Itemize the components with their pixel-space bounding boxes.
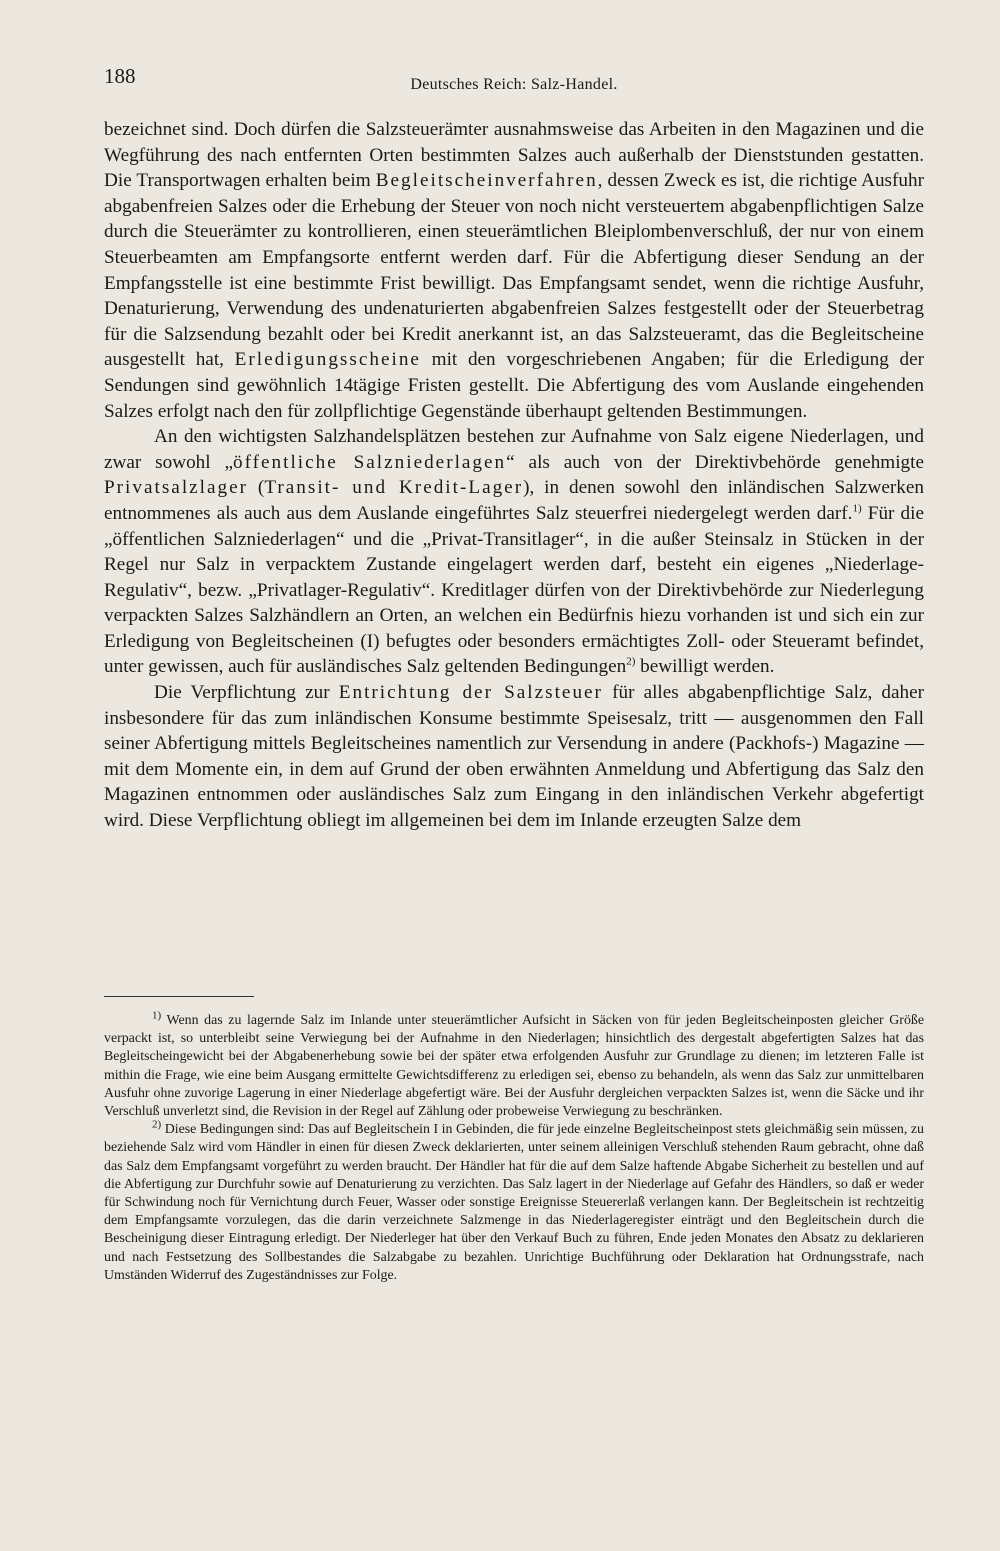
paragraph-verpflichtung — [104, 680, 924, 834]
footnote-ref-2: 2) — [626, 656, 636, 669]
footnotes — [104, 1009, 924, 1285]
footnote-marker: 1) — [152, 1009, 162, 1022]
text-run: bewilligt werden. — [635, 656, 775, 678]
text-run: bezeichnet sind. Doch dürfen die Salzsteuerämter ausnahmsweise das Arbeiten in den Magazinen und die Wegführung des nach entfernten Orten bestimmten Salzes auch außerhalb der Dienststunden gestatten. Die Transportwagen erhalten beim — [104, 119, 924, 192]
text-run: mit den vorgeschriebenen Angaben; für die Erledigung der Sendungen sind gewöhnlich 14tägige Fristen gestellt. Die Abfertigung des vom Auslande eingehenden Salzes erfolgt nach den für zollpflichtige Gegenstände überhaupt geltenden Bestimmungen. — [104, 349, 925, 422]
footnote-1 — [104, 1009, 924, 1121]
running-head: Deutsches Reich: Salz-Handel. — [410, 76, 618, 93]
text-run: ), in denen sowohl den inländischen Salzwerken entnommenes als auch aus dem Auslande eingeführtes Salz steuerfrei niedergelegt werden darf. — [104, 477, 925, 524]
emphasized-term: Privatsalzlager — [104, 477, 249, 499]
text-run: An den wichtigsten Salzhandelsplätzen bestehen zur Aufnahme von Salz eigene Niederlagen, und zwar sowohl „ — [104, 426, 924, 473]
text-run: Die Verpflichtung zur — [154, 682, 339, 704]
footnote-2 — [104, 1118, 924, 1285]
emphasized-term: Transit- und Kredit-Lager — [264, 477, 524, 499]
emphasized-term: Begleitscheinverfahren — [375, 170, 598, 192]
paragraph-transport — [104, 117, 924, 424]
page-header — [104, 64, 924, 94]
text-run: , dessen Zweck es ist, die richtige Ausfuhr abgabenfreien Salzes oder die Erhebung der Steuer von noch nicht versteuertem abgabenpflichtigen Salze durch die Steuerämter zu kontrollieren, einen steuerämtlichen Bleiplombenverschluß, der nur von einem Steuerbeamten am Empfangsorte entfernt werden darf. Für die Abfertigung dieser Sendung an der Empfangsstelle ist eine bestimmte Frist bewilligt. Das Empfangsamt sendet, wenn die richtige Ausfuhr, Denaturierung, Verwendung des undenaturierten abgabenfreien Salzes festgestellt oder der Steuerbetrag für die Salzsendung bezahlt oder bei Kredit anerkannt ist, an das Salzsteueramt, das die Begleitscheine ausgestellt hat, — [104, 170, 924, 371]
footnote-ref-1: 1) — [852, 502, 862, 515]
footnote-text: Diese Bedingungen sind: Das auf Begleitschein I in Gebinden, die für jede einzelne Begleitscheinpost stets gleichmäßig sein müssen, zu beziehende Salz wird vom Händler in einen für diesen Zweck deklarierten, unter seinem alleinigen Verschluß stehenden Raum gebracht, ohne daß das Salz dem Empfangsamt vorgeführt zu werden braucht. Der Händler hat für die auf dem Salze haftende Abgabe Sicherheit zu bestellen und auf die Abfertigung zur Durchfuhr sowie auf Denaturierung zu verzichten. Das Salz lagert in der Niederlage auf Gefahr des Händlers, so daß er weder für Schwindung noch für Vernichtung durch Feuer, Wasser oder sonstige Ereignisse Steuererlaß verlangen kann. Der Begleitschein ist rechtzeitig dem Empfangsamte vorzulegen, das die darin verzeichnete Salzmenge in das Niederlageregister einträgt und den Begleitschein durch die Bescheinigung dieser Eintragung erledigt. Der Niederleger hat über den Verkauf Buch zu führen, Ende jeden Monates den Absatz zu deklarieren und nach Festsetzung des Sollbestandes die Salzabgabe zu bezahlen. Unrichtige Buchführung oder Deklaration hat Ordnungsstrafe, nach Umständen Widerruf des Zugeständnisses zur Folge. — [104, 1122, 924, 1283]
text-run: “ als auch von der Direktivbehörde genehmigte — [506, 451, 924, 473]
footnote-divider — [104, 996, 254, 997]
text-run: Für die „öffentlichen Salzniederlagen“ und die „Privat-Transitlager“, in die außer Steinsalz in Stücken in der Regel nur Salz in verpacktem Zustande eingelagert werden darf, besteht ein eigenes „Niederlage-Regulativ“, bezw. „Privatlager-Regulativ“. Kreditlager dürfen von der Direktivbehörde zur Niederlegung verpackten Salzes Salzhändlern an Orten, an welchen ein Bedürfnis hiezu vorhanden ist und sich ein zur Erledigung von Begleitscheinen (I) befugtes oder besonders ermächtigtes Zoll- oder Steueramt befindet, unter gewissen, auch für ausländisches Salz geltenden Bedingungen — [104, 502, 924, 678]
text-run: für alles abgabenpflichtige Salz, daher insbesondere für das zum inländischen Konsume bestimmte Speisesalz, tritt — ausgenommen den Fall seiner Abfertigung mittels Begleitscheines namentlich zur Versendung in andere (Packhofs-) Magazine — mit dem Momente ein, in dem auf Grund der oben erwähnten Anmeldung und Abfertigung das Salz den Magazinen entnommen oder ausländisches Salz zum Eingang in den inländischen Verkehr abgefertigt wird. Diese Verpflichtung obliegt im allgemeinen bei dem im Inlande erzeugten Salze dem — [104, 682, 925, 832]
page-number: 188 — [104, 64, 136, 88]
footnote-marker: 2) — [152, 1118, 162, 1131]
emphasized-term: öffentliche Salzniederlagen — [232, 451, 507, 473]
main-text — [104, 117, 924, 834]
emphasized-term: Erledigungsscheine — [234, 349, 421, 371]
footnote-text: Wenn das zu lagernde Salz im Inlande unter steuerämtlicher Aufsicht in Säcken von für jeden Begleitscheinposten gleicher Größe verpackt ist, so unterbleibt seine Verwiegung bei der Aufnahme in den Niederlagen; hinsichtlich des dergestalt abgefertigten Salzes hat das Begleitscheingewicht bei der Abgabenerhebung sowie bei der später etwa erfolgenden Ausfuhr zur Grundlage zu dienen; im letzteren Falle ist mithin die Frage, wie eine beim Ausgang ermittelte Gewichtsdifferenz zu erledigen sei, ebenso zu behandeln, als wenn das Salz zur unmittelbaren Ausfuhr ohne zuvorige Lagerung in einer Niederlage abgefertigt wäre. Bei der Ausfuhr dergleichen verpackten Salzes ist, wenn die Säcke und ihr Verschluß unverletzt sind, die Revision in der Regel auf Zählung oder probeweise Verwiegung zu beschränken. — [104, 1013, 924, 1120]
paragraph-niederlagen — [104, 424, 924, 680]
emphasized-term: Entrichtung der Salzsteuer — [338, 682, 603, 704]
text-run: ( — [248, 477, 265, 499]
